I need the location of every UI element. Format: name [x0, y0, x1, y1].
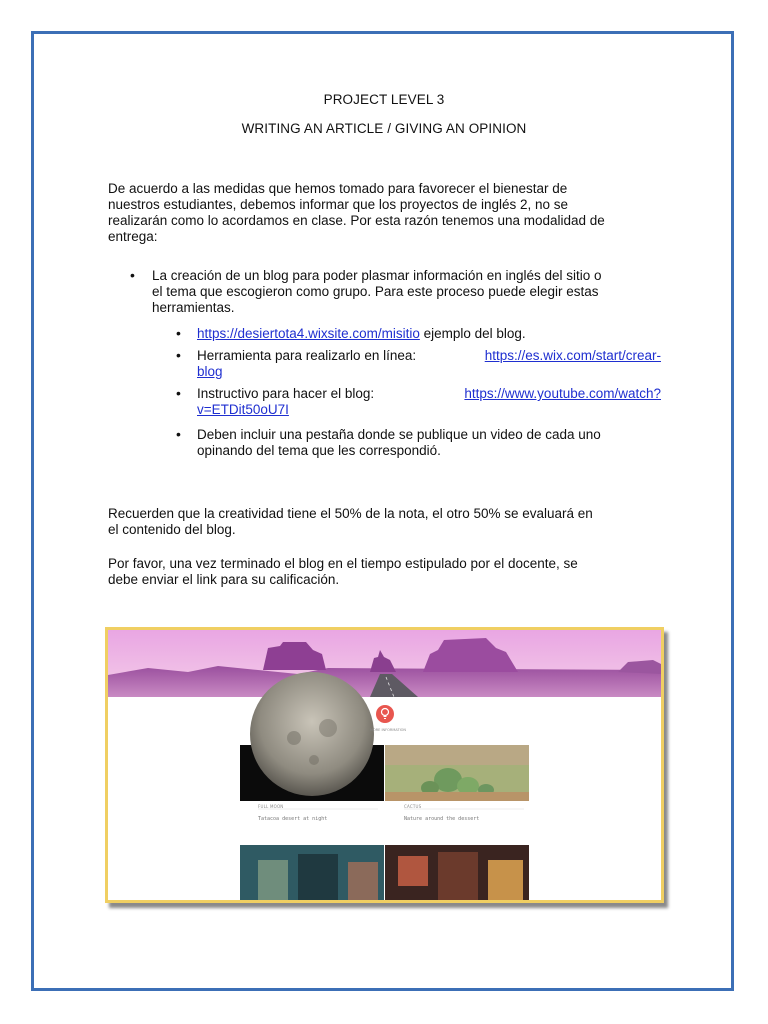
sub-bullet-2: [197, 348, 661, 364]
tile-subtitle: Tatacoa desert at night: [258, 816, 328, 822]
grading-line: Recuerden que la creatividad tiene el 50% de la nota, el otro 50% se evaluará en: [108, 506, 593, 521]
intro-line: realizarán como lo acordamos en clase. Por esta razón tenemos una modalidad de: [108, 213, 605, 228]
intro-line: nuestros estudiantes, debemos informar que los proyectos de inglés 2, no se: [108, 197, 569, 212]
sub-bullet-4-line: opinando del tema que les correspondió.: [197, 443, 441, 458]
sub-bullet-dot: •: [176, 385, 181, 401]
tile-subtitle: Nature around the dessert: [404, 816, 480, 822]
bullet-main-line: el tema que escogieron como grupo. Para este proceso puede elegir estas: [152, 284, 599, 299]
wix-link[interactable]: https://es.wix.com/start/crear-: [484, 348, 661, 363]
lightbulb-icon: [376, 705, 394, 723]
youtube-link-continued[interactable]: v=ETDit50oU7I: [197, 402, 289, 417]
blog-screenshot: [105, 627, 664, 903]
submission-line: debe enviar el link para su calificación.: [108, 572, 340, 587]
sub-bullet-3-text: Instructivo para hacer el blog:: [197, 386, 375, 401]
sub-bullet-1-text: ejemplo del blog.: [419, 326, 526, 341]
document-title: PROJECT LEVEL 3: [323, 92, 445, 107]
grading-line: el contenido del blog.: [108, 522, 236, 537]
sub-bullet-4-line: Deben incluir una pestaña donde se publique un video de cada uno: [197, 427, 601, 442]
document-subtitle: WRITING AN ARTICLE / GIVING AN OPINION: [241, 121, 527, 136]
sub-bullet-dot: •: [176, 426, 181, 442]
intro-line: entrega:: [108, 229, 158, 244]
sub-bullet-dot: •: [176, 347, 181, 363]
blog-screenshot-artwork: [108, 630, 661, 900]
intro-line: De acuerdo a las medidas que hemos tomado para favorecer el bienestar de: [108, 181, 568, 196]
tile-caption: FULL MOON: [258, 804, 284, 809]
tile-caption: CACTUS: [404, 804, 422, 809]
bullet-dot: •: [130, 267, 135, 283]
bullet-main-line: herramientas.: [152, 300, 235, 315]
bullet-main-line: La creación de un blog para poder plasmar información en inglés del sitio o: [152, 268, 602, 283]
sub-bullet-3: [197, 386, 661, 402]
wix-link-continued[interactable]: blog: [197, 364, 223, 379]
youtube-link[interactable]: https://www.youtube.com/watch?: [464, 386, 661, 401]
sub-bullet-2-text: Herramienta para realizarlo en línea:: [197, 348, 417, 363]
sub-bullet-dot: •: [176, 325, 181, 341]
sub-bullet-1: [197, 326, 526, 342]
example-blog-link[interactable]: https://desiertota4.wixsite.com/misitio: [197, 326, 420, 341]
submission-line: Por favor, una vez terminado el blog en el tiempo estipulado por el docente, se: [108, 556, 578, 571]
more-information-label: MORE INFORMATION: [369, 728, 407, 732]
